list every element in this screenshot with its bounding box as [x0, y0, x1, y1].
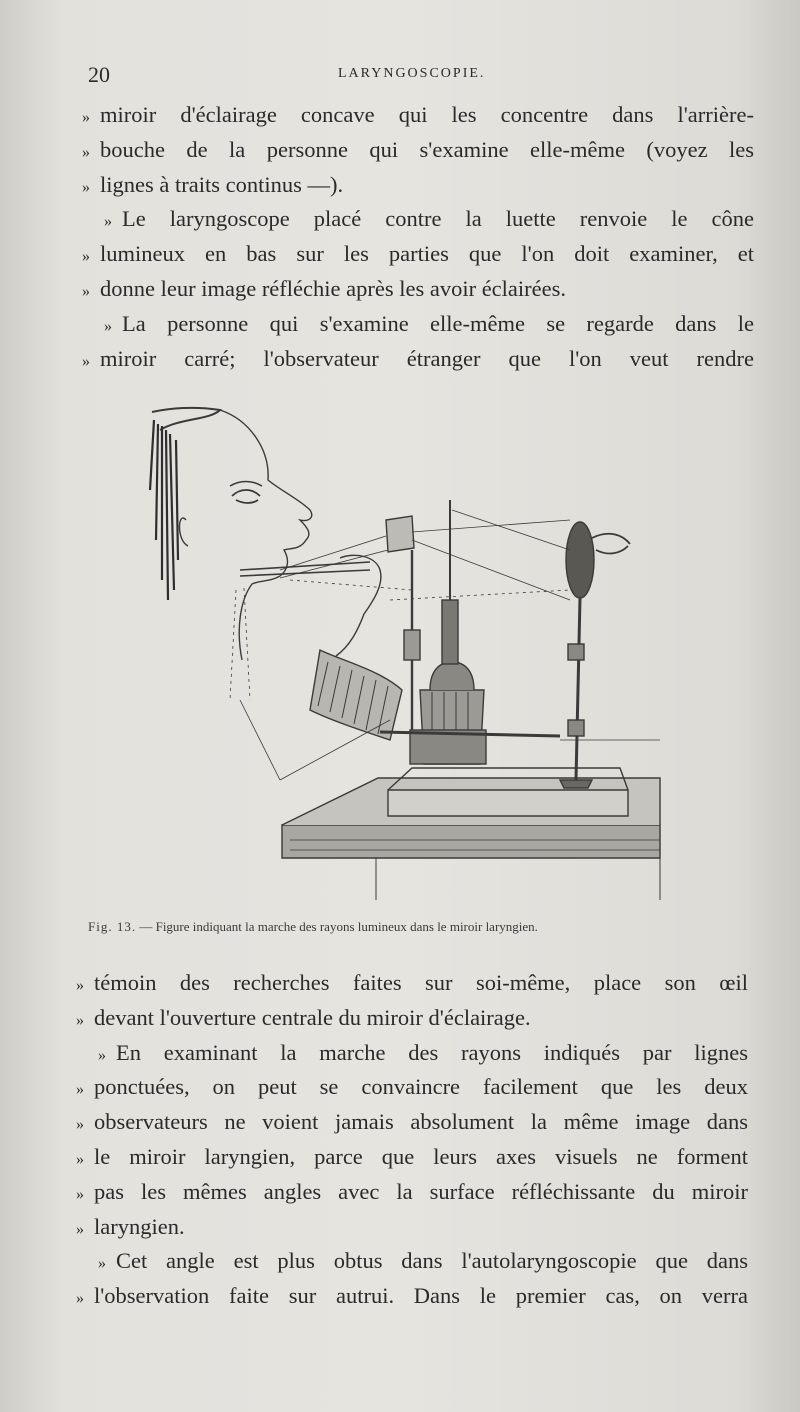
- guillemet-marker: »: [76, 1150, 84, 1168]
- running-header: [88, 62, 740, 92]
- text-line: [76, 1036, 748, 1071]
- text-line: [82, 272, 754, 307]
- line-text: lignes à traits continus —).: [100, 171, 344, 197]
- guillemet-marker: »: [104, 317, 112, 335]
- figure-label: Fig. 13.: [88, 919, 137, 934]
- line-text: miroir d'éclairage concave qui les concentre dans l'arrière-: [100, 102, 754, 127]
- text-line: [76, 966, 748, 1001]
- guillemet-marker: »: [98, 1255, 106, 1273]
- line-text: témoin des recherches faites sur soi-même, place son œil: [94, 970, 748, 995]
- line-text: devant l'ouverture centrale du miroir d'éclairage.: [94, 1004, 531, 1030]
- line-text: ponctuées, on peut se convaincre facilement que les deux: [94, 1074, 748, 1100]
- guillemet-marker: »: [82, 248, 90, 266]
- text-line: [82, 237, 754, 272]
- guillemet-marker: »: [98, 1046, 106, 1064]
- guillemet-marker: »: [76, 1116, 84, 1134]
- line-text: donne leur image réfléchie après les avoir éclairées.: [100, 275, 567, 301]
- line-text: pas les mêmes angles avec la surface réfléchissante du miroir: [94, 1178, 748, 1204]
- guillemet-marker: »: [76, 1011, 84, 1029]
- line-text: En examinant la marche des rayons indiqués par lignes: [116, 1039, 748, 1065]
- laryngoscopy-engraving: [140, 400, 680, 910]
- guillemet-marker: »: [76, 1290, 84, 1308]
- text-line: [82, 168, 754, 203]
- line-text: l'observation faite sur autrui. Dans le premier cas, on verra: [94, 1283, 748, 1309]
- page-number: 20: [88, 62, 110, 87]
- line-text: La personne qui s'examine elle-même se regarde dans le: [122, 310, 754, 336]
- guillemet-marker: »: [76, 977, 84, 994]
- running-title: LARYNGOSCOPIE.: [338, 66, 486, 81]
- guillemet-marker: »: [82, 352, 90, 370]
- line-text: miroir carré; l'observateur étranger que l'on veut rendre: [100, 345, 754, 371]
- text-line: [76, 1244, 748, 1279]
- text-line: [76, 1105, 748, 1140]
- text-block-top: [82, 98, 754, 376]
- guillemet-marker: »: [82, 178, 90, 196]
- figure-caption-text: — Figure indiquant la marche des rayons lumineux dans le miroir laryngien.: [139, 919, 538, 934]
- guillemet-marker: »: [76, 1081, 84, 1099]
- guillemet-marker: »: [82, 282, 90, 300]
- guillemet-marker: »: [76, 1185, 84, 1203]
- text-line: [82, 98, 754, 133]
- text-line: [76, 1175, 748, 1210]
- line-text: lumineux en bas sur les parties que l'on doit examiner, et: [100, 241, 754, 267]
- line-text: Cet angle est plus obtus dans l'autolaryngoscopie que dans: [116, 1248, 748, 1274]
- guillemet-marker: »: [82, 143, 90, 161]
- text-line: [76, 1140, 748, 1175]
- guillemet-marker: »: [104, 213, 112, 231]
- figure-caption: [88, 919, 748, 935]
- line-text: laryngien.: [94, 1213, 185, 1239]
- line-text: Le laryngoscope placé contre la luette renvoie le cône: [122, 206, 754, 232]
- text-line: [82, 133, 754, 168]
- text-line: [82, 342, 754, 377]
- text-line: [76, 1210, 748, 1245]
- text-line: [76, 1070, 748, 1105]
- guillemet-marker: »: [76, 1220, 84, 1238]
- text-block-bottom: [76, 966, 748, 1314]
- line-text: observateurs ne voient jamais absolument la même image dans: [94, 1109, 748, 1135]
- guillemet-marker: »: [82, 109, 90, 126]
- text-line: [76, 1001, 748, 1036]
- line-text: bouche de la personne qui s'examine elle-même (voyez les: [100, 136, 754, 162]
- line-text: le miroir laryngien, parce que leurs axes visuels ne forment: [94, 1143, 748, 1169]
- text-line: [82, 202, 754, 237]
- text-line: [82, 307, 754, 342]
- text-line: [76, 1279, 748, 1314]
